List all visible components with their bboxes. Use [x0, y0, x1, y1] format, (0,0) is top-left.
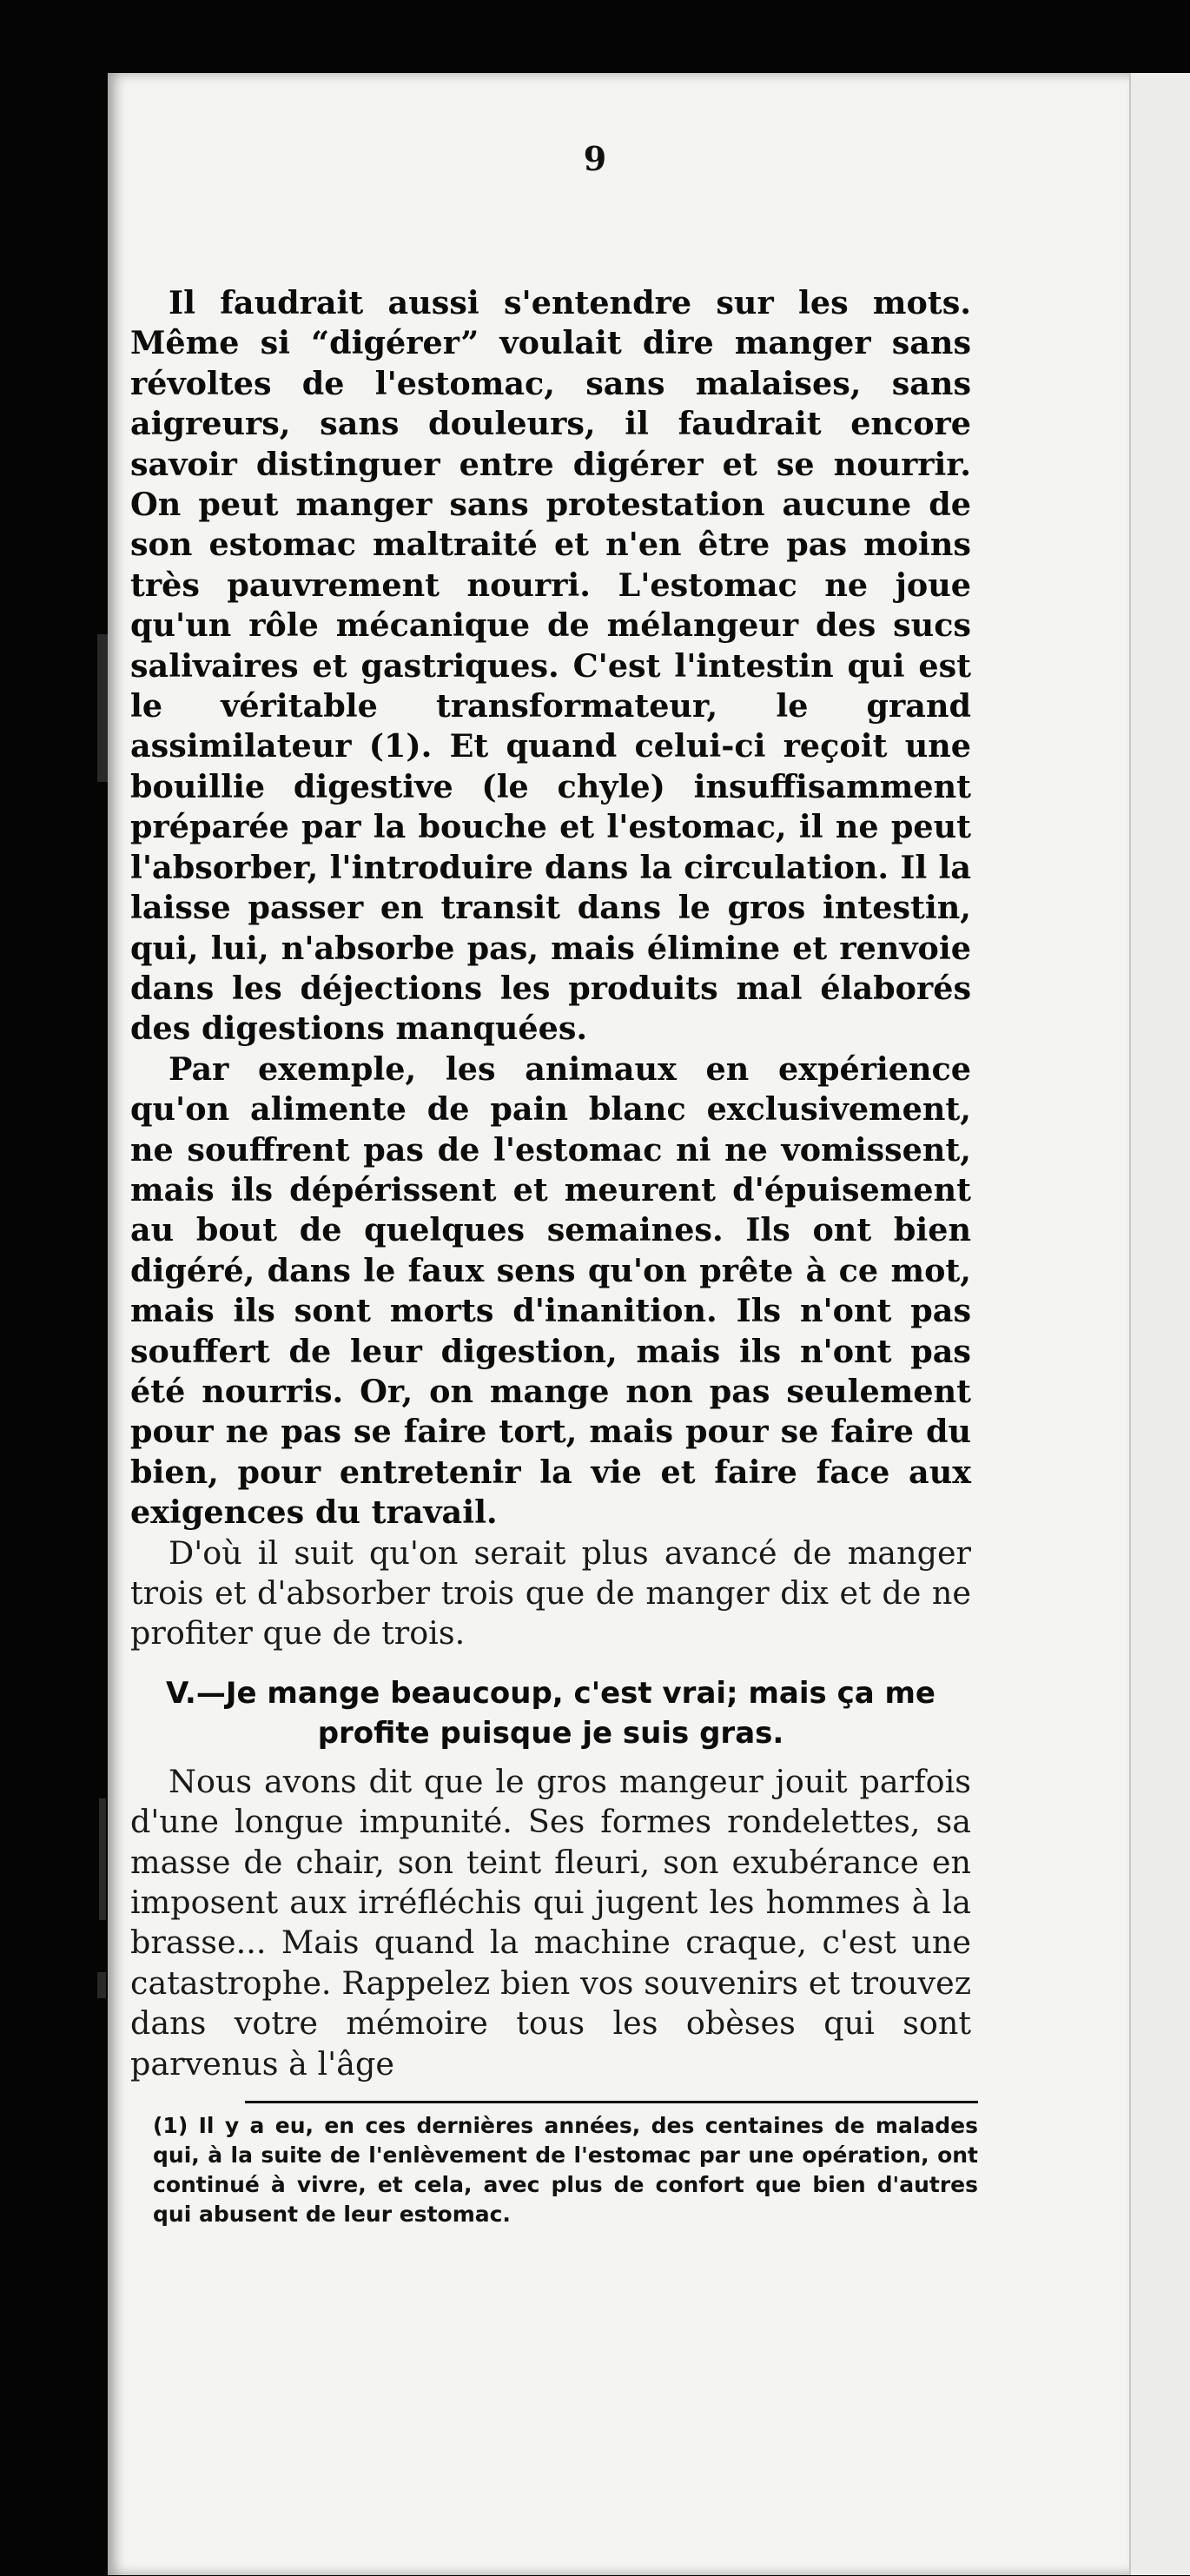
binding-mark — [99, 1798, 106, 1920]
paragraph: D'où il suit qu'on serait plus avancé de manger trois et d'absorber trois que de manger dix et de ne profiter que de trois. — [130, 1533, 971, 1652]
footnote: (1) Il y a eu, en ces dernières années, des centaines de malades qui, à la suite de l'enlèvement de l'estomac par une opération, ont continué à vivre, et cela, avec plus de confort que bien d'autres qui abusent de leur estomac. — [153, 2113, 978, 2227]
section-heading: V.—Je mange beaucoup, c'est vrai; mais ça me profite puisque je suis gras. — [166, 1675, 935, 1751]
binding-mark — [97, 1972, 106, 1998]
paragraph: Par exemple, les animaux en expérience qu'on alimente de pain blanc exclusivement, ne souffrent pas de l'estomac ni ne vomissent, mais ils dépérissent et meurent d'épuisement au bout de quelques semaines. Ils ont bien digéré, dans le faux sens qu'on prête à ce mot, mais ils sont morts d'inanition. Ils n'ont pas souffert de leur digestion, mais ils n'ont pas été nourris. Or, on mange non pas seulement pour ne pas se faire tort, mais pour se faire du bien, pour entretenir la vie et faire face aux exigences du travail. — [130, 1050, 971, 1532]
paragraph: Nous avons dit que le gros mangeur jouit parfois d'une longue impunité. Ses formes rondelettes, sa masse de chair, son teint fleuri, son exubérance en imposent aux irréfléchis qui jugent les hommes à la brasse... Mais quand la machine craque, c'est une catastrophe. Rappelez bien vos souvenirs et trouvez dans votre mémoire tous les obèses qui sont parvenus à l'âge — [130, 1762, 971, 2083]
page-number: 9 — [583, 139, 607, 178]
page-edge — [1129, 73, 1190, 2575]
paragraph: Il faudrait aussi s'entendre sur les mots. Même si “digérer” voulait dire manger sans révoltes de l'estomac, sans malaises, sans aigreurs, sans douleurs, il faudrait encore savoir distinguer entre digérer et se nourrir. On peut manger sans protestation aucune de son estomac maltraité et n'en être pas moins très pauvrement nourri. L'estomac ne joue qu'un rôle mécanique de mélangeur des sucs salivaires et gastriques. C'est l'intestin qui est le véritable transformateur, le grand assimilateur (1). Et quand celui-ci reçoit une bouillie digestive (le chyle) insuffisamment préparée par la bouche et l'estomac, il ne peut l'absorber, l'introduire dans la circulation. Il la laisse passer en transit dans le gros intestin, qui, lui, n'absorbe pas, mais élimine et renvoie dans les déjections les produits mal élaborés des digestions manquées. — [130, 284, 971, 1048]
binding-mark — [97, 634, 108, 782]
body-text — [130, 283, 971, 2084]
footnote-divider — [245, 2101, 978, 2103]
